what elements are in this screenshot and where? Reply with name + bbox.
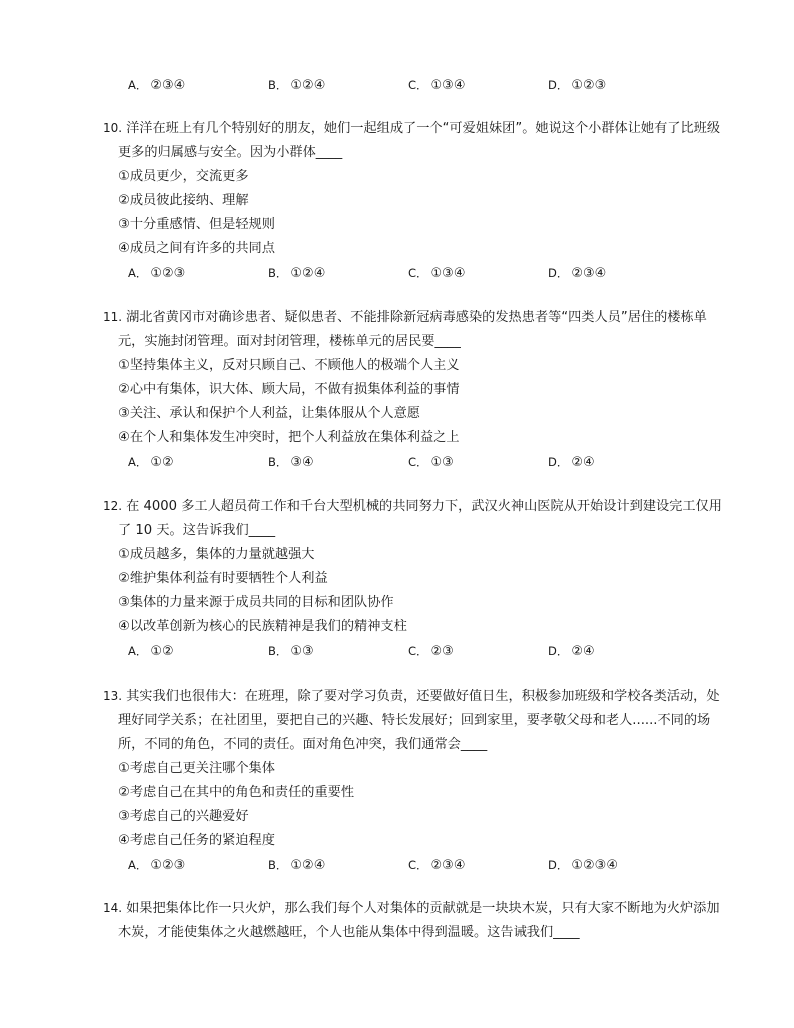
statement-2: ②维护集体利益有时要牺牲个人利益 (118, 571, 328, 586)
choice-d[interactable]: D． ②④ (548, 455, 595, 470)
choice-a[interactable]: A． ①②③ (128, 858, 186, 873)
choices-row (103, 261, 723, 285)
statement-3: ③十分重感情、但是轻规则 (118, 217, 275, 232)
choice-b[interactable]: B． ①②④ (268, 858, 326, 873)
choice-b[interactable]: B． ①②④ (268, 78, 326, 93)
statement-2: ②心中有集体，识大体、顾大局，不做有损集体利益的事情 (118, 382, 460, 397)
choice-c[interactable]: C． ①③ (408, 455, 454, 470)
question-11 (103, 305, 723, 474)
question-stem: 12. 在 4000 多工人超员荷工作和千台大型机械的共同努力下，武汉火神山医院从开始设计到建设完工仅用了 10 天。这告诉我们____ (103, 499, 722, 538)
choice-a[interactable]: A． ①②③ (128, 266, 186, 281)
statement-2: ②考虑自己在其中的角色和责任的重要性 (118, 785, 355, 800)
question-14 (103, 896, 723, 945)
choice-c[interactable]: C． ①③④ (408, 78, 466, 93)
choices-row (103, 73, 723, 97)
choice-d[interactable]: D． ②④ (548, 644, 595, 659)
question-stem: 11. 湖北省黄冈市对确诊患者、疑似患者、不能排除新冠病毒感染的发热患者等“四类人员”居住的楼栋单元，实施封闭管理。面对封闭管理，楼栋单元的居民要____ (103, 310, 707, 349)
choice-c[interactable]: C． ②③④ (408, 858, 466, 873)
choice-a[interactable]: A． ①② (128, 455, 174, 470)
statement-4: ④考虑自己任务的紧迫程度 (118, 833, 275, 848)
choice-a[interactable]: A． ②③④ (128, 78, 186, 93)
statement-4: ④成员之间有许多的共同点 (118, 241, 275, 256)
statement-3: ③集体的力量来源于成员共同的目标和团队协作 (118, 595, 394, 610)
statement-4: ④以改革创新为核心的民族精神是我们的精神支柱 (118, 619, 407, 634)
choice-b[interactable]: B． ①②④ (268, 266, 326, 281)
question-12 (103, 494, 723, 663)
question-10 (103, 116, 723, 285)
choice-c[interactable]: C． ②③ (408, 644, 454, 659)
choices-row (103, 639, 723, 663)
question-stem: 14. 如果把集体比作一只火炉，那么我们每个人对集体的贡献就是一块块木炭，只有大家不断地为火炉添加木炭，才能使集体之火越燃越旺，个人也能从集体中得到温暖。这告诫我们____ (103, 901, 720, 940)
question-9-choices-block (103, 73, 723, 97)
choices-row (103, 450, 723, 474)
choice-a[interactable]: A． ①② (128, 644, 174, 659)
choice-d[interactable]: D． ①②③ (548, 78, 607, 93)
statement-2: ②成员彼此接纳、理解 (118, 193, 249, 208)
statement-1: ①考虑自己更关注哪个集体 (118, 761, 275, 776)
choice-d[interactable]: D． ②③④ (548, 266, 607, 281)
statement-4: ④在个人和集体发生冲突时，把个人利益放在集体利益之上 (118, 430, 460, 445)
statement-1: ①成员更少，交流更多 (118, 169, 249, 184)
statement-1: ①坚持集体主义，反对只顾自己、不顾他人的极端个人主义 (118, 358, 460, 373)
question-stem: 10. 洋洋在班上有几个特别好的朋友，她们一起组成了一个“可爱姐妹团”。她说这个小群体让她有了比班级更多的归属感与安全。因为小群体____ (103, 121, 721, 160)
question-stem: 13. 其实我们也很伟大：在班理，除了要对学习负责，还要做好值日生，积极参加班级和学校各类活动，处理好同学关系；在社团里，要把自己的兴趣、特长发展好；回到家里，要孝敬父母和老人......不同的场所，不同的角色，不同的责任。面对角色冲突，我们通常会____ (103, 689, 720, 752)
choice-d[interactable]: D． ①②③④ (548, 858, 618, 873)
question-13 (103, 684, 723, 877)
choice-b[interactable]: B． ③④ (268, 455, 314, 470)
statement-3: ③关注、承认和保护个人利益，让集体服从个人意愿 (118, 406, 420, 421)
choice-c[interactable]: C． ①③④ (408, 266, 466, 281)
statement-3: ③考虑自己的兴趣爱好 (118, 809, 249, 824)
statement-1: ①成员越多，集体的力量就越强大 (118, 547, 315, 562)
choice-b[interactable]: B． ①③ (268, 644, 314, 659)
choices-row (103, 853, 723, 877)
